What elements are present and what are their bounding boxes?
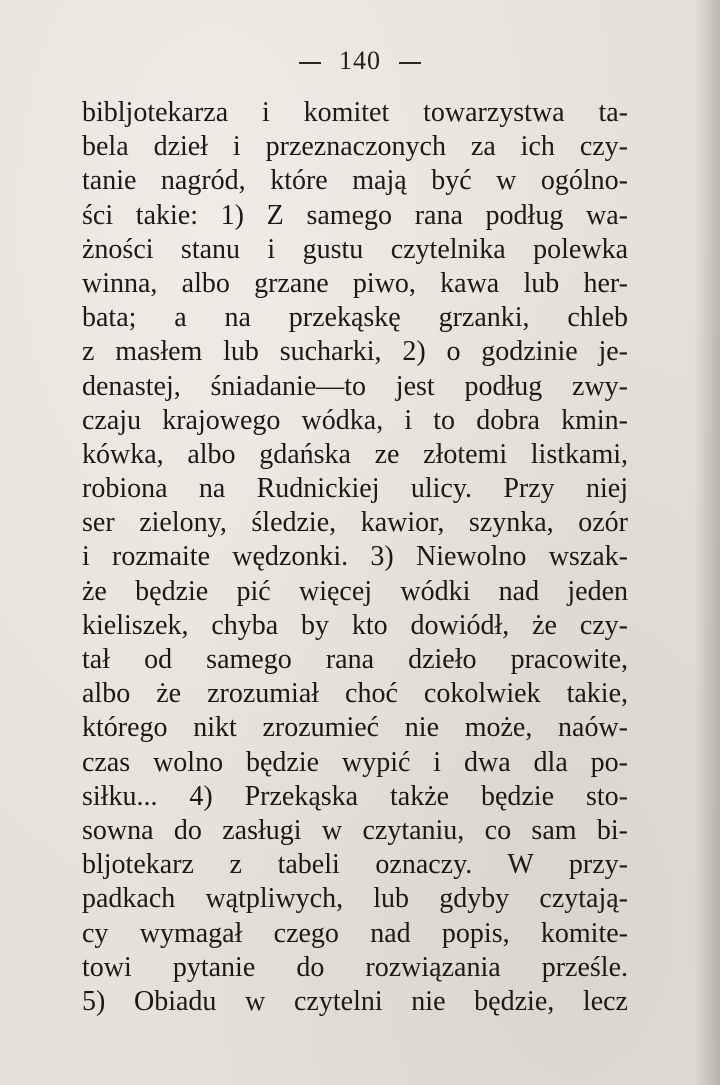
text-line: bela dzieł i przeznaczonych za ich czy- (82, 131, 628, 163)
text-line: albo że zrozumiał choć cokolwiek takie, (82, 678, 628, 710)
text-line: bibljotekarza i komitet towarzystwa ta- (82, 97, 628, 128)
text-line: siłku... 4) Przekąska także będzie sto- (82, 780, 628, 812)
page-edge-shadow (694, 0, 720, 1085)
text-line: winna, albo grzane piwo, kawa lub her- (82, 267, 628, 299)
page-header (0, 46, 720, 76)
body-text (82, 96, 628, 1019)
text-line: czaju krajowego wódka, i to dobra kmin- (82, 404, 628, 436)
text-line: z masłem lub sucharki, 2) o godzinie je- (82, 336, 628, 368)
text-line: 5) Obiadu w czytelni nie będzie, lecz (82, 985, 628, 1017)
text-line: żności stanu i gustu czytelnika polewka (82, 233, 628, 265)
text-line: tanie nagród, które mają być w ogólno- (82, 165, 628, 197)
page-number: 140 (339, 46, 381, 75)
text-line: kieliszek, chyba by kto dowiódł, że czy- (82, 609, 628, 641)
text-line: czas wolno będzie wypić i dwa dla po- (82, 746, 628, 778)
text-line: padkach wątpliwych, lub gdyby czytają- (82, 883, 628, 915)
text-line: denastej, śniadanie—to jest podług zwy- (82, 370, 628, 402)
text-line: i rozmaite wędzonki. 3) Niewolno wszak- (82, 541, 628, 573)
text-line: tał od samego rana dzieło pracowite, (82, 644, 628, 675)
text-line: towi pytanie do rozwiązania prześle. (82, 951, 628, 983)
text-line: bljotekarz z tabeli oznaczy. W przy- (82, 849, 628, 881)
text-line: że będzie pić więcej wódki nad jeden (82, 575, 628, 607)
text-line: sowna do zasługi w czytaniu, co sam bi- (82, 814, 628, 846)
text-line: cy wymagał czego nad popis, komite- (82, 917, 628, 949)
text-line: robiona na Rudnickiej ulicy. Przy niej (82, 473, 628, 505)
header-dash-right (399, 62, 421, 64)
header-dash-left (299, 62, 321, 64)
text-line: którego nikt zrozumieć nie może, naów- (82, 712, 628, 744)
text-line: ser zielony, śledzie, kawior, szynka, ozór (82, 507, 628, 539)
text-line: kówka, albo gdańska ze złotemi listkami, (82, 438, 628, 470)
text-line: ści takie: 1) Z samego rana podług wa- (82, 199, 628, 231)
text-line: bata; a na przekąskę grzanki, chleb (82, 302, 628, 334)
